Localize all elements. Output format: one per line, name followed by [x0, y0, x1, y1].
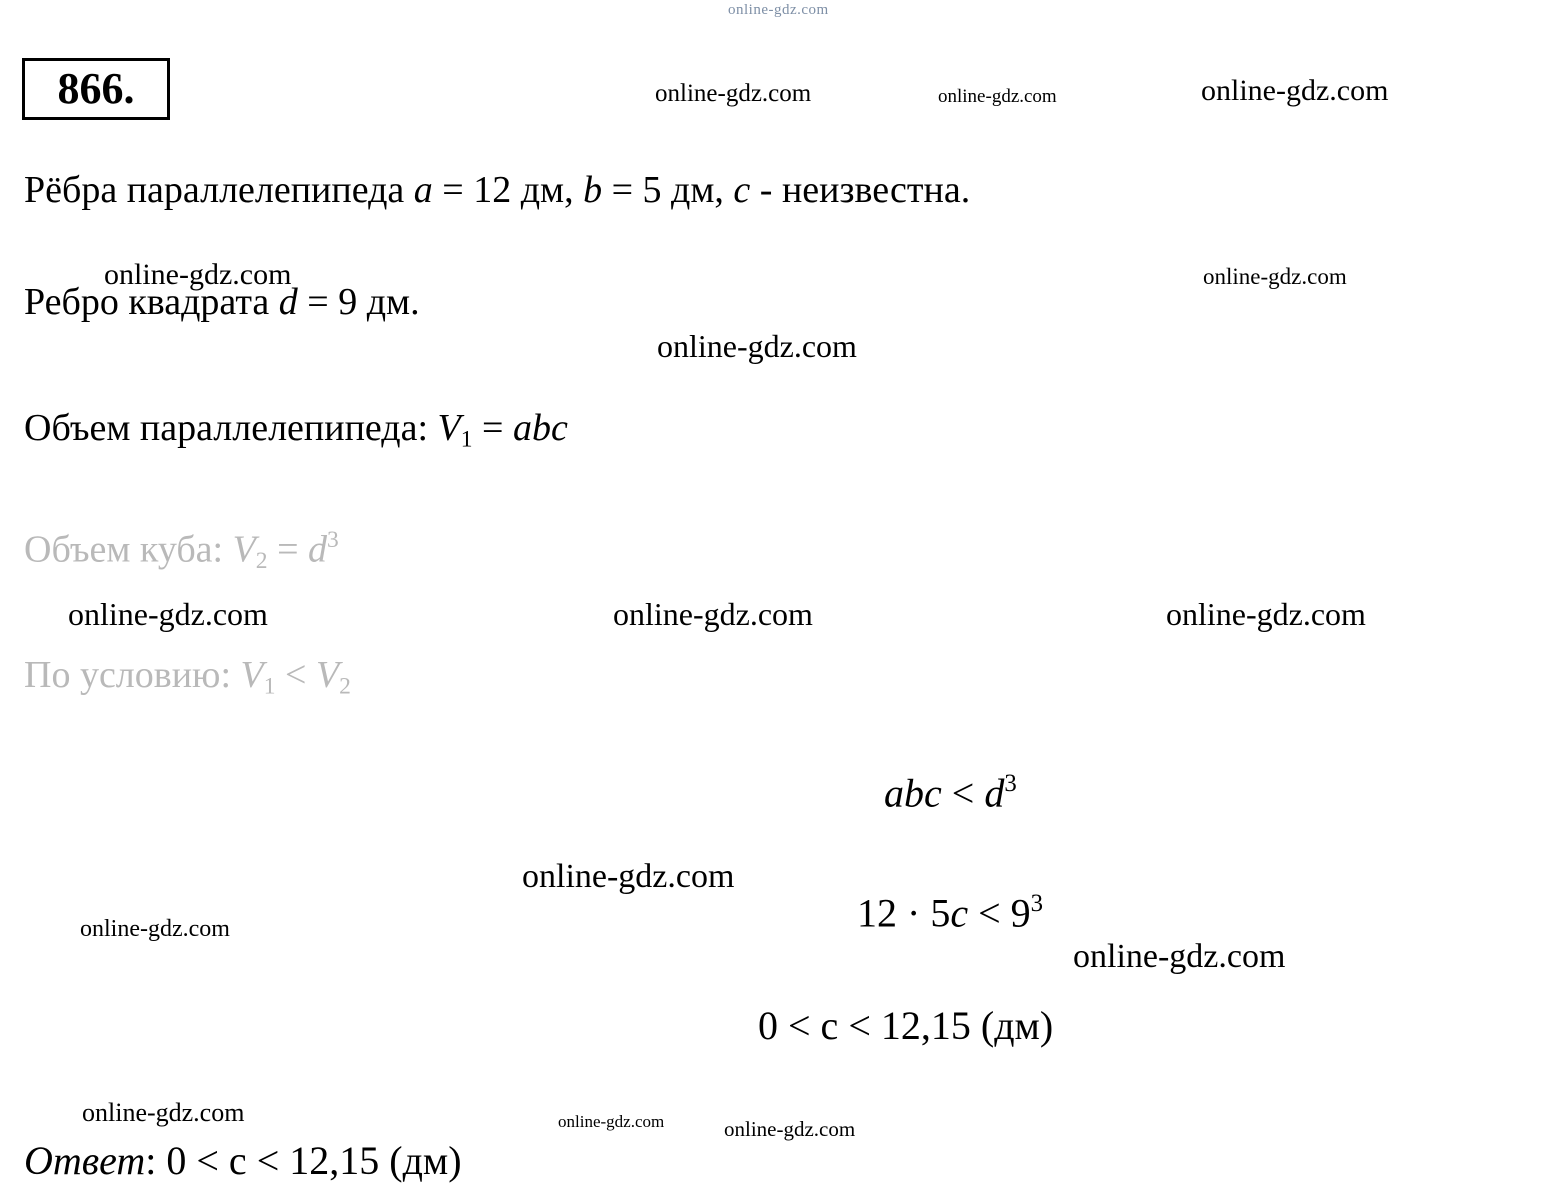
var-c: c — [733, 169, 751, 211]
task-number: 866. — [57, 64, 135, 113]
watermark: online-gdz.com — [1201, 74, 1389, 107]
watermark: online-gdz.com — [613, 596, 813, 632]
watermark: online-gdz.com — [724, 1117, 856, 1141]
watermark: online-gdz.com — [522, 858, 735, 895]
condition-v2-index: 2 — [339, 673, 351, 700]
answer-value: 0 < c < 12,15 (дм) — [166, 1138, 462, 1183]
expr-abc: abc — [512, 407, 568, 449]
symbol-v2-index: 2 — [255, 548, 268, 575]
answer-label: Ответ — [24, 1138, 146, 1183]
watermark: online-gdz.com — [1203, 264, 1347, 289]
condition-v2: V — [315, 654, 340, 696]
volume-cube-label: Объем куба: — [24, 528, 233, 571]
ineq1-rel: < — [941, 770, 985, 816]
ineq1-left: abc — [884, 770, 942, 816]
watermark: online-gdz.com — [657, 328, 857, 364]
line-condition — [24, 655, 351, 701]
var-b: b — [583, 169, 603, 211]
watermark: online-gdz.com — [80, 916, 230, 942]
square-edge-value: = 9 дм. — [297, 281, 420, 323]
var-d: d — [278, 281, 298, 323]
line-volume-cube — [24, 528, 339, 575]
cube-power: 3 — [327, 527, 339, 553]
ineq2-rel: < 9 — [968, 890, 1031, 936]
watermark: online-gdz.com — [104, 258, 292, 291]
ineq2-left: 12 · 5 — [857, 890, 951, 936]
volume-cube-eq: = — [267, 528, 309, 571]
answer-colon: : — [145, 1138, 167, 1183]
watermark: online-gdz.com — [82, 1098, 245, 1127]
watermark: online-gdz.com — [558, 1112, 665, 1131]
given-edges-tail: - неизвестна. — [750, 169, 971, 211]
given-edges-prefix: Рёбра параллелепипеда — [24, 169, 414, 211]
watermark: online-gdz.com — [68, 596, 268, 632]
task-number-box — [22, 58, 170, 120]
watermark: online-gdz.com — [1166, 596, 1366, 632]
watermark: online-gdz.com — [938, 86, 1057, 107]
ineq1-power: 3 — [1004, 770, 1017, 797]
watermark: online-gdz.com — [1073, 938, 1286, 975]
ineq1-base: d — [984, 770, 1005, 816]
cube-base-d: d — [308, 528, 328, 571]
watermark: online-gdz.com — [728, 2, 829, 18]
volume-parallelepiped-label: Объем параллелепипеда: — [24, 407, 438, 449]
condition-label: По условию: — [24, 654, 241, 696]
symbol-v1: V — [437, 407, 461, 449]
condition-v1: V — [240, 654, 264, 696]
line-inequality-1 — [884, 770, 1017, 815]
ineq2-power: 3 — [1030, 890, 1044, 917]
symbol-v1-index: 1 — [460, 426, 473, 453]
given-edges-eq2: = 5 дм, — [602, 169, 734, 211]
var-a: a — [413, 169, 433, 211]
symbol-v2: V — [232, 528, 256, 571]
ineq2-var: c — [950, 890, 969, 936]
condition-v1-index: 1 — [263, 673, 276, 700]
line-volume-parallelepiped — [24, 408, 568, 454]
line-square-edge — [24, 282, 420, 324]
given-edges-eq1: = 12 дм, — [432, 169, 584, 211]
line-answer — [24, 1139, 462, 1183]
volume-parallelepiped-eq: = — [472, 407, 513, 449]
condition-rel: < — [275, 654, 316, 696]
line-inequality-2 — [857, 890, 1043, 935]
square-edge-prefix: Ребро квадрата — [24, 281, 279, 323]
watermark: online-gdz.com — [655, 80, 812, 107]
line-inequality-3: 0 < c < 12,15 (дм) — [758, 1003, 1054, 1048]
line-given-edges — [24, 170, 970, 212]
